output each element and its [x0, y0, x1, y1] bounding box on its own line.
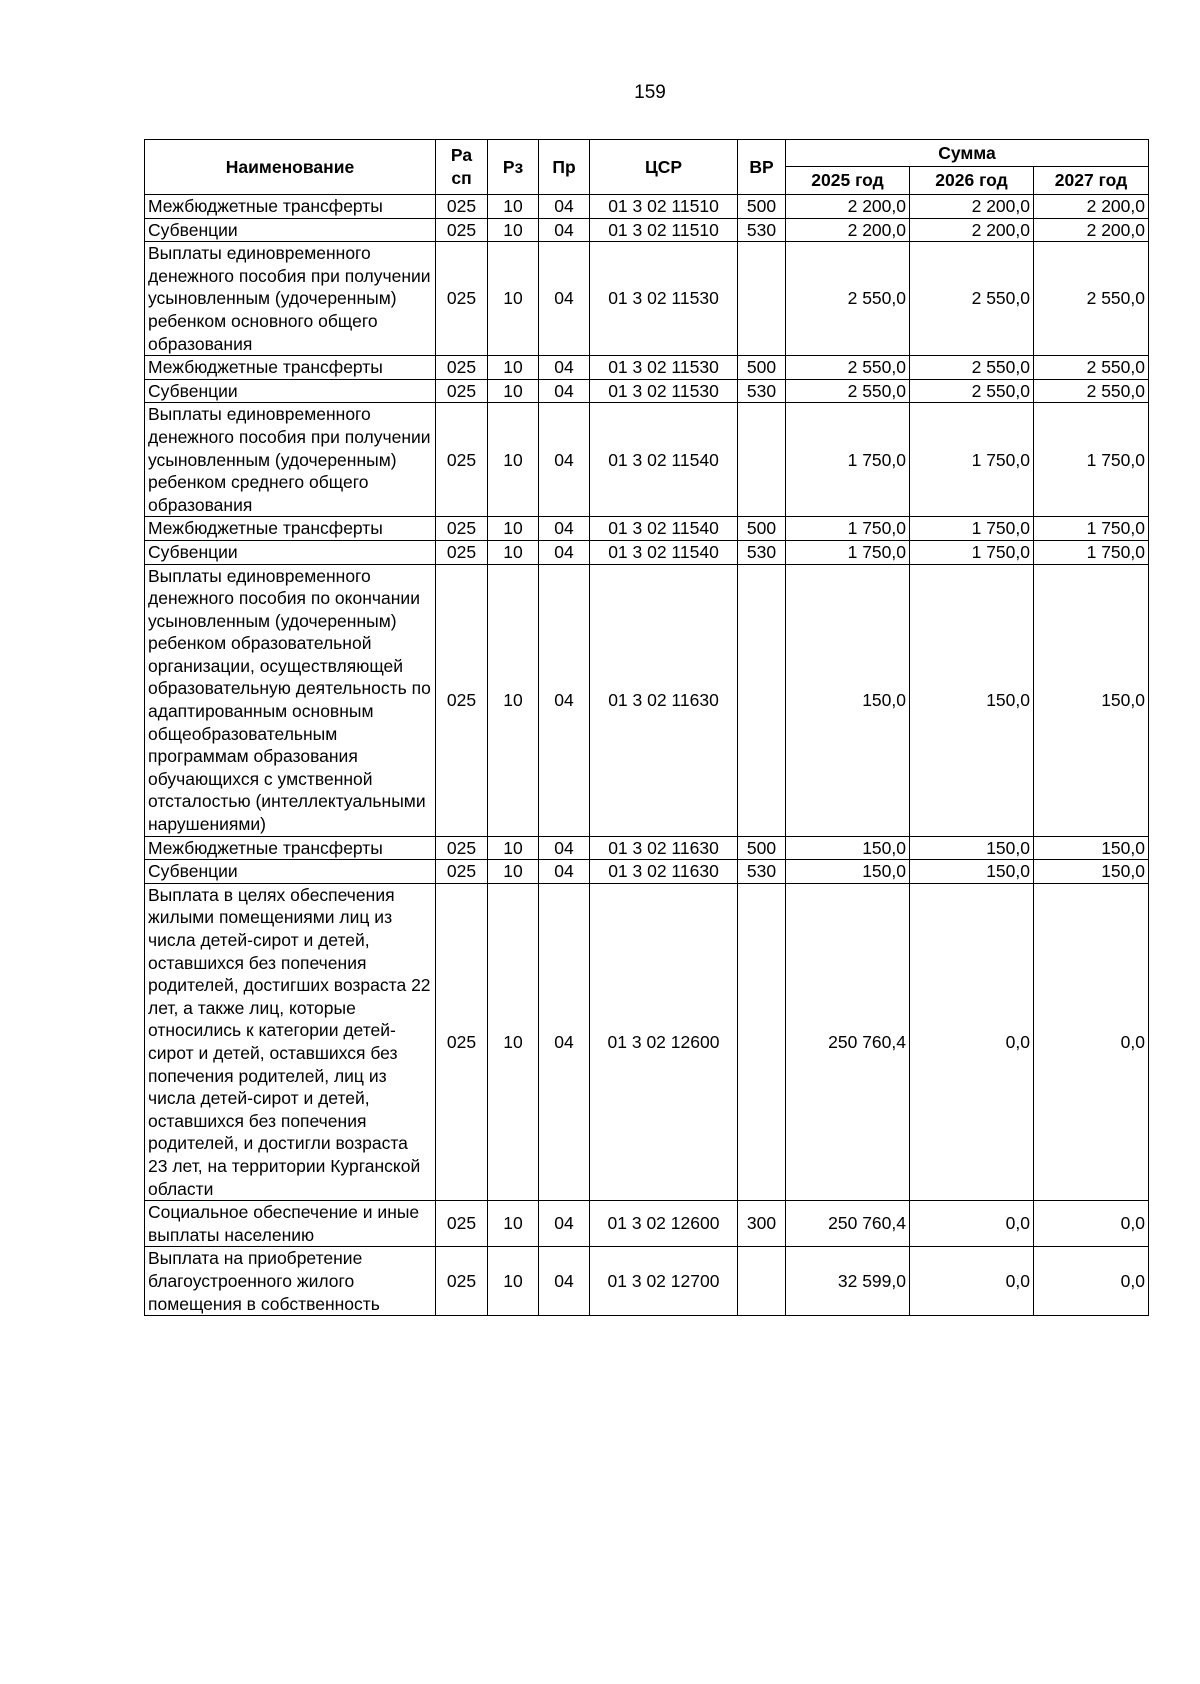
row-vr: [738, 1247, 786, 1316]
row-amount-2027: 0,0: [1034, 1247, 1149, 1316]
row-amount-2027: 2 200,0: [1034, 195, 1149, 219]
row-rz: 10: [488, 1247, 539, 1316]
header-rz: Рз: [488, 140, 539, 195]
row-rasp: 025: [436, 860, 488, 884]
row-amount-2025: 150,0: [786, 836, 910, 860]
header-year-2027: 2027 год: [1034, 167, 1149, 195]
row-csr: 01 3 02 11530: [590, 242, 738, 356]
row-csr: 01 3 02 12700: [590, 1247, 738, 1316]
row-name: Субвенции: [145, 218, 436, 242]
row-name: Субвенции: [145, 540, 436, 564]
table-row: [145, 195, 1149, 219]
row-rasp: 025: [436, 564, 488, 836]
row-rz: 10: [488, 403, 539, 517]
row-amount-2027: 2 550,0: [1034, 356, 1149, 380]
row-amount-2026: 1 750,0: [910, 403, 1034, 517]
row-csr: 01 3 02 11510: [590, 218, 738, 242]
row-rasp: 025: [436, 1201, 488, 1247]
row-amount-2027: 150,0: [1034, 564, 1149, 836]
row-pr: 04: [539, 517, 590, 541]
row-name: Субвенции: [145, 860, 436, 884]
row-amount-2027: 0,0: [1034, 883, 1149, 1200]
header-sum: Сумма: [786, 140, 1149, 167]
row-name: Социальное обеспечение и иные выплаты населению: [145, 1201, 436, 1247]
row-amount-2025: 2 550,0: [786, 356, 910, 380]
row-rz: 10: [488, 195, 539, 219]
row-amount-2026: 150,0: [910, 564, 1034, 836]
row-name: Межбюджетные трансферты: [145, 517, 436, 541]
row-vr: [738, 242, 786, 356]
row-vr: 530: [738, 379, 786, 403]
table-row: [145, 1247, 1149, 1316]
row-amount-2025: 1 750,0: [786, 540, 910, 564]
row-amount-2025: 150,0: [786, 564, 910, 836]
row-csr: 01 3 02 11540: [590, 540, 738, 564]
row-rasp: 025: [436, 1247, 488, 1316]
table-row: [145, 883, 1149, 1200]
row-vr: 500: [738, 836, 786, 860]
row-amount-2026: 1 750,0: [910, 540, 1034, 564]
table-row: [145, 403, 1149, 517]
table-row: [145, 517, 1149, 541]
row-csr: 01 3 02 11510: [590, 195, 738, 219]
row-rz: 10: [488, 860, 539, 884]
row-amount-2025: 2 550,0: [786, 242, 910, 356]
row-amount-2026: 150,0: [910, 836, 1034, 860]
row-vr: 500: [738, 195, 786, 219]
row-rz: 10: [488, 356, 539, 380]
row-pr: 04: [539, 356, 590, 380]
row-amount-2026: 150,0: [910, 860, 1034, 884]
row-csr: 01 3 02 11540: [590, 403, 738, 517]
row-pr: 04: [539, 1201, 590, 1247]
row-pr: 04: [539, 883, 590, 1200]
row-rasp: 025: [436, 242, 488, 356]
row-amount-2027: 0,0: [1034, 1201, 1149, 1247]
row-vr: [738, 403, 786, 517]
row-amount-2026: 0,0: [910, 1201, 1034, 1247]
row-vr: 500: [738, 517, 786, 541]
row-amount-2025: 1 750,0: [786, 403, 910, 517]
row-csr: 01 3 02 11630: [590, 836, 738, 860]
row-amount-2025: 2 550,0: [786, 379, 910, 403]
row-rasp: 025: [436, 836, 488, 860]
page-number: 159: [634, 82, 666, 103]
row-amount-2027: 1 750,0: [1034, 403, 1149, 517]
row-amount-2026: 2 200,0: [910, 218, 1034, 242]
row-rz: 10: [488, 379, 539, 403]
header-rasp: Ра сп: [436, 140, 488, 195]
table-body: [145, 195, 1149, 1316]
table-row: [145, 836, 1149, 860]
row-rz: 10: [488, 517, 539, 541]
row-amount-2027: 150,0: [1034, 836, 1149, 860]
row-vr: 500: [738, 356, 786, 380]
row-amount-2026: 1 750,0: [910, 517, 1034, 541]
row-amount-2025: 250 760,4: [786, 1201, 910, 1247]
budget-table: [144, 139, 1149, 1316]
row-vr: [738, 564, 786, 836]
row-pr: 04: [539, 379, 590, 403]
row-rasp: 025: [436, 379, 488, 403]
row-amount-2025: 32 599,0: [786, 1247, 910, 1316]
row-name: Выплата в целях обеспечения жилыми помещениями лиц из числа детей-сирот и детей, оставшихся без попечения родителей, достигших возраста 22 лет, а также лиц, которые относились к категории детей-сирот и детей, оставшихся без попечения родителей, лиц из числа детей-сирот и детей, оставшихся без попечения родителей, и достигли возраста 23 лет, на территории Курганской области: [145, 883, 436, 1200]
row-rasp: 025: [436, 540, 488, 564]
row-amount-2027: 2 550,0: [1034, 379, 1149, 403]
table-row: [145, 860, 1149, 884]
table-row: [145, 218, 1149, 242]
row-vr: 530: [738, 540, 786, 564]
row-rasp: 025: [436, 195, 488, 219]
row-amount-2026: 2 550,0: [910, 242, 1034, 356]
header-year-2025: 2025 год: [786, 167, 910, 195]
row-rz: 10: [488, 540, 539, 564]
row-amount-2027: 1 750,0: [1034, 517, 1149, 541]
row-rasp: 025: [436, 356, 488, 380]
header-pr: Пр: [539, 140, 590, 195]
row-vr: 530: [738, 218, 786, 242]
row-amount-2027: 150,0: [1034, 860, 1149, 884]
row-vr: [738, 883, 786, 1200]
table-row: [145, 540, 1149, 564]
row-name: Субвенции: [145, 379, 436, 403]
table-row: [145, 1201, 1149, 1247]
row-amount-2026: 0,0: [910, 883, 1034, 1200]
row-rasp: 025: [436, 403, 488, 517]
table-row: [145, 356, 1149, 380]
header-vr: ВР: [738, 140, 786, 195]
row-csr: 01 3 02 11630: [590, 860, 738, 884]
row-name: Выплата на приобретение благоустроенного жилого помещения в собственность: [145, 1247, 436, 1316]
row-pr: 04: [539, 860, 590, 884]
table-row: [145, 379, 1149, 403]
row-pr: 04: [539, 1247, 590, 1316]
row-amount-2025: 2 200,0: [786, 218, 910, 242]
row-amount-2025: 2 200,0: [786, 195, 910, 219]
row-vr: 300: [738, 1201, 786, 1247]
row-rasp: 025: [436, 218, 488, 242]
row-pr: 04: [539, 564, 590, 836]
row-rz: 10: [488, 564, 539, 836]
row-amount-2025: 250 760,4: [786, 883, 910, 1200]
row-amount-2027: 2 200,0: [1034, 218, 1149, 242]
row-amount-2027: 2 550,0: [1034, 242, 1149, 356]
row-rz: 10: [488, 836, 539, 860]
row-rz: 10: [488, 883, 539, 1200]
row-rz: 10: [488, 242, 539, 356]
row-name: Выплаты единовременного денежного пособия при получении усыновленным (удочеренным) ребенком среднего общего образования: [145, 403, 436, 517]
row-csr: 01 3 02 11540: [590, 517, 738, 541]
row-name: Межбюджетные трансферты: [145, 356, 436, 380]
row-amount-2026: 0,0: [910, 1247, 1034, 1316]
row-csr: 01 3 02 12600: [590, 1201, 738, 1247]
row-pr: 04: [539, 836, 590, 860]
row-rz: 10: [488, 218, 539, 242]
row-amount-2025: 1 750,0: [786, 517, 910, 541]
row-pr: 04: [539, 540, 590, 564]
row-csr: 01 3 02 12600: [590, 883, 738, 1200]
row-pr: 04: [539, 195, 590, 219]
header-year-2026: 2026 год: [910, 167, 1034, 195]
row-pr: 04: [539, 218, 590, 242]
row-name: Выплаты единовременного денежного пособия по окончании усыновленным (удочеренным) ребенком образовательной организации, осуществляющей образовательную деятельность по адаптированным основным общеобразовательным программам образования обучающихся с умственной отсталостью (интеллектуальными нарушениями): [145, 564, 436, 836]
row-amount-2026: 2 200,0: [910, 195, 1034, 219]
table-row: [145, 242, 1149, 356]
row-name: Межбюджетные трансферты: [145, 195, 436, 219]
row-amount-2026: 2 550,0: [910, 379, 1034, 403]
table-row: [145, 564, 1149, 836]
header-name: Наименование: [145, 140, 436, 195]
row-name: Выплаты единовременного денежного пособия при получении усыновленным (удочеренным) ребенком основного общего образования: [145, 242, 436, 356]
row-pr: 04: [539, 403, 590, 517]
row-rz: 10: [488, 1201, 539, 1247]
row-name: Межбюджетные трансферты: [145, 836, 436, 860]
row-csr: 01 3 02 11530: [590, 356, 738, 380]
row-pr: 04: [539, 242, 590, 356]
header-csr: ЦСР: [590, 140, 738, 195]
row-amount-2027: 1 750,0: [1034, 540, 1149, 564]
row-amount-2025: 150,0: [786, 860, 910, 884]
row-rasp: 025: [436, 883, 488, 1200]
row-rasp: 025: [436, 517, 488, 541]
row-amount-2026: 2 550,0: [910, 356, 1034, 380]
row-csr: 01 3 02 11530: [590, 379, 738, 403]
row-csr: 01 3 02 11630: [590, 564, 738, 836]
row-vr: 530: [738, 860, 786, 884]
